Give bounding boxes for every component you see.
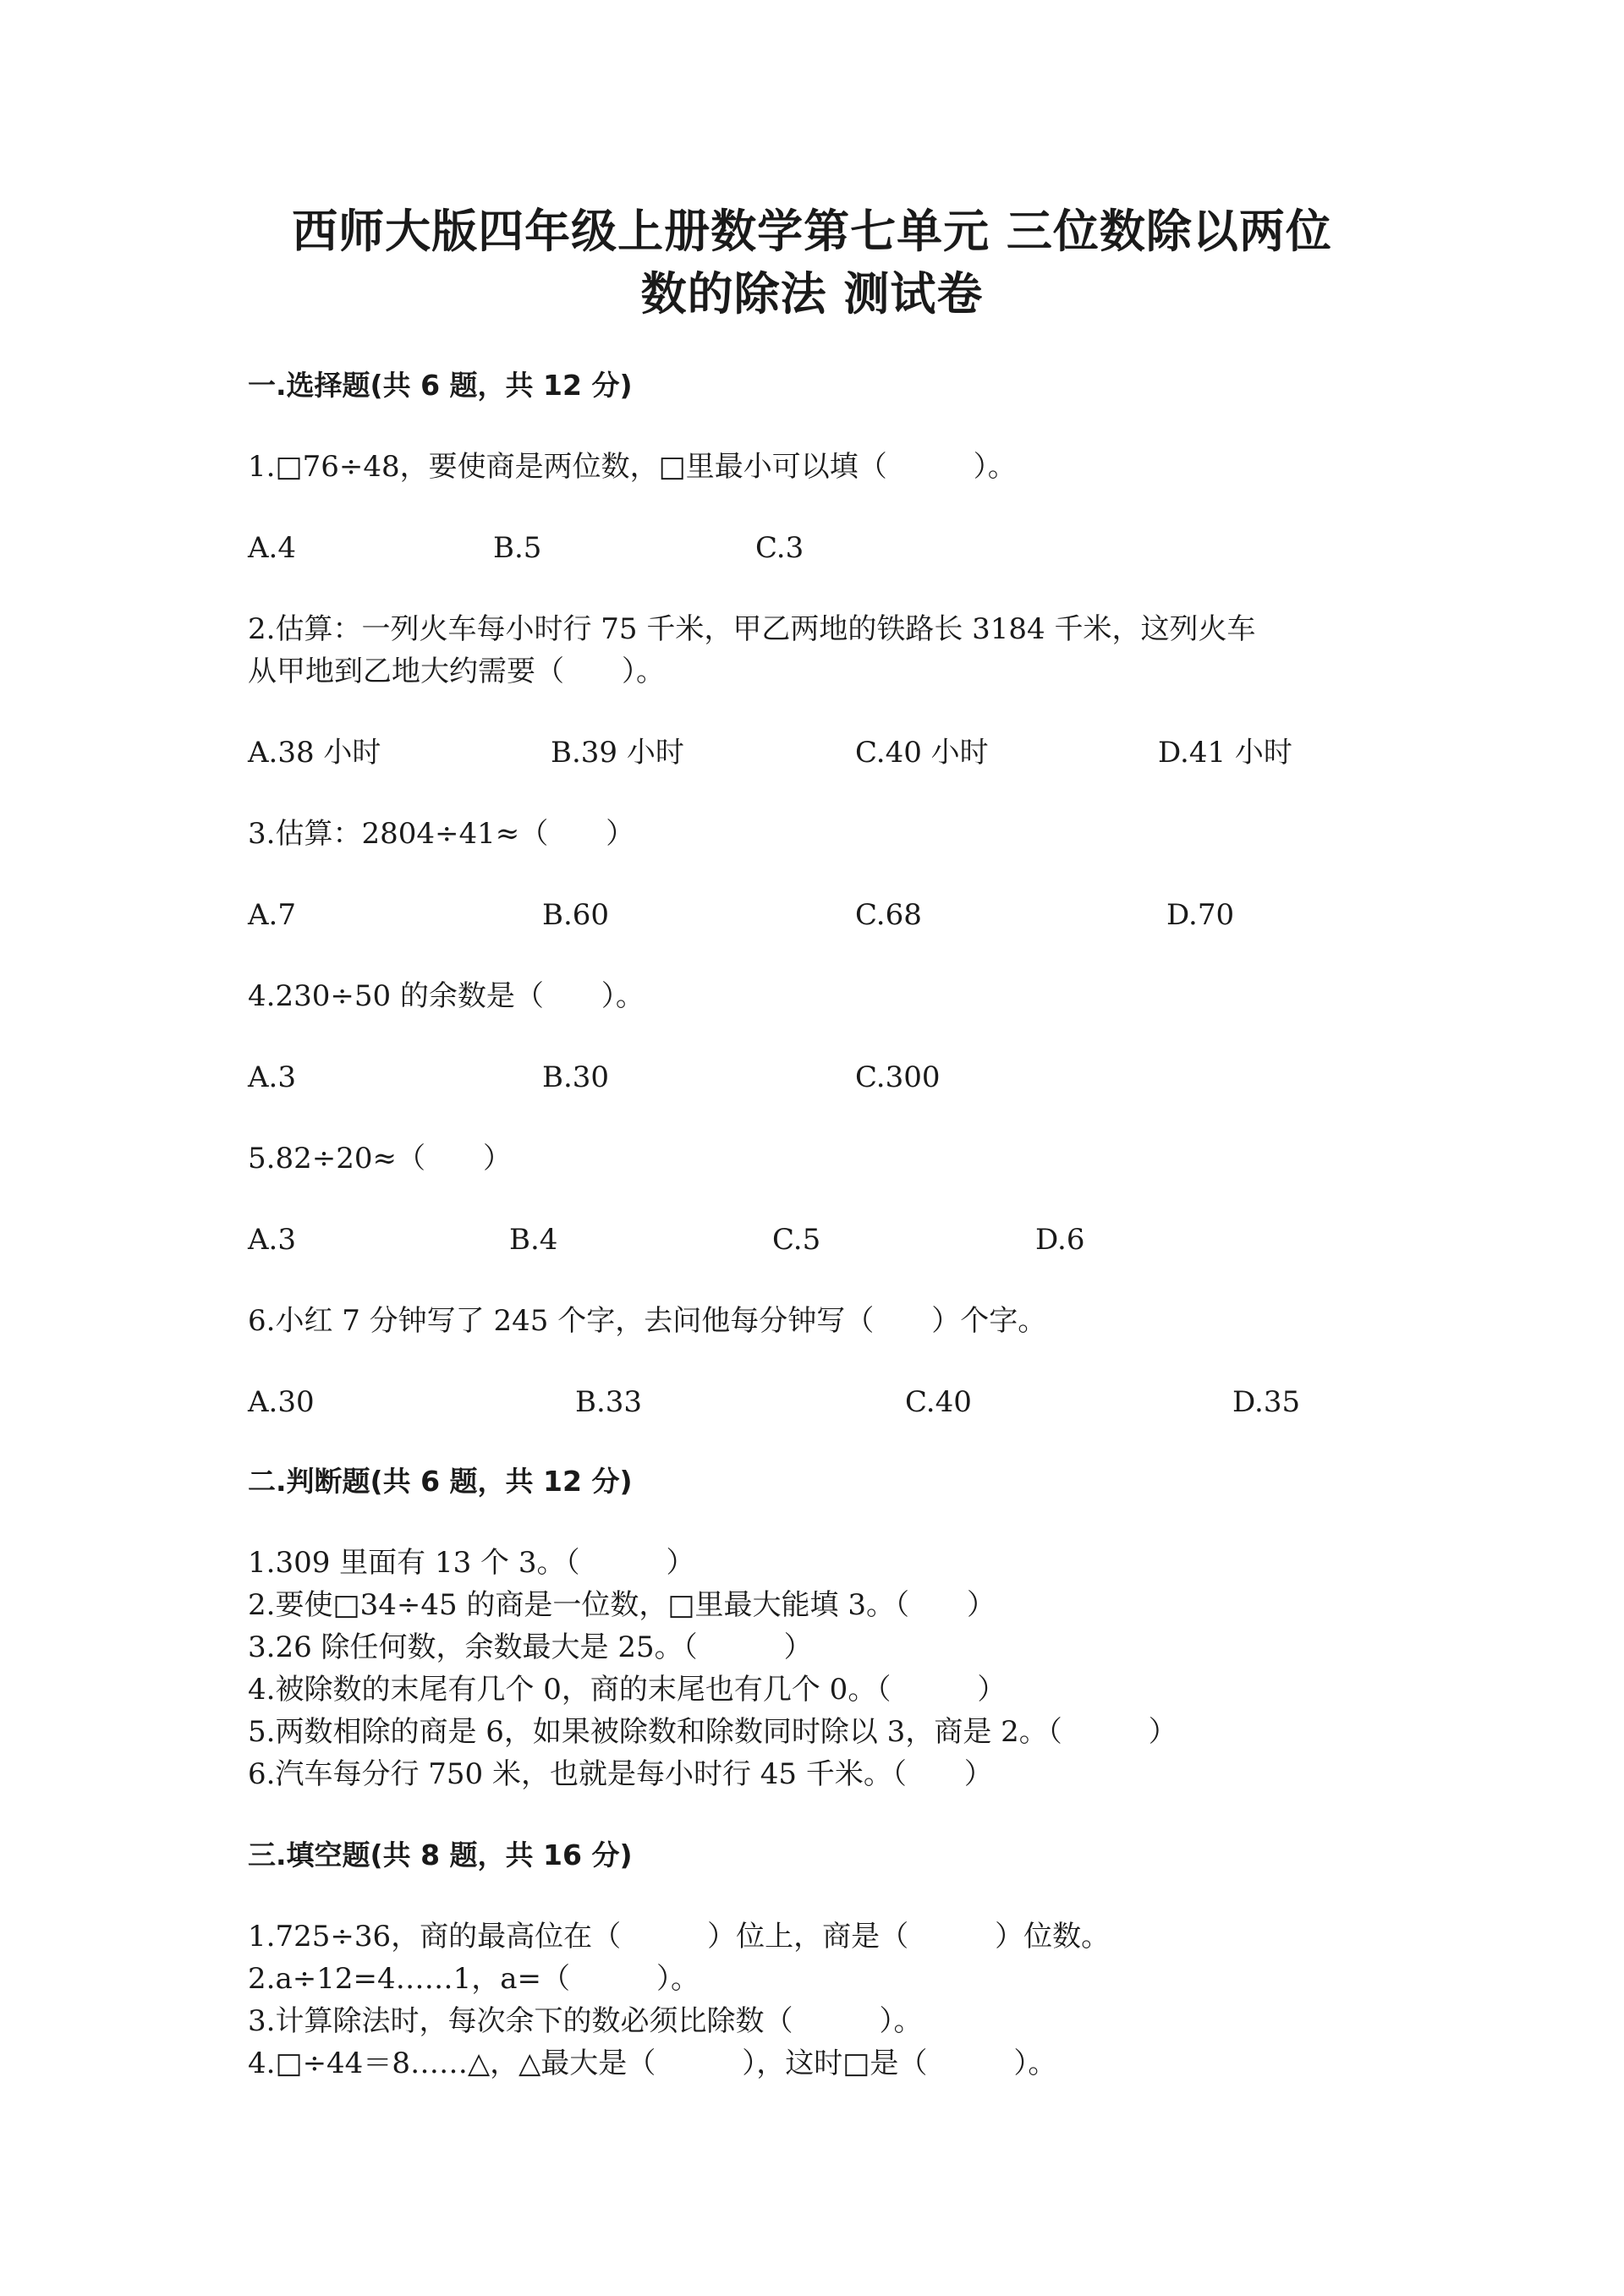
- q2-option-b: B.39 小时: [551, 736, 684, 770]
- q5-option-c: C.5: [772, 1223, 821, 1257]
- q6-option-c: C.40: [905, 1385, 972, 1419]
- section-heading-choice: 一.选择题(共 6 题，共 12 分): [248, 369, 633, 402]
- judge-item-2: 2.要使□34÷45 的商是一位数，□里最大能填 3。（ ）: [248, 1588, 996, 1622]
- judge-item-4: 4.被除数的末尾有几个 0，商的末尾也有几个 0。（ ）: [248, 1673, 1007, 1707]
- question-2-line-2: 从甲地到乙地大约需要（ ）。: [248, 655, 665, 688]
- q6-option-a: A.30: [248, 1385, 315, 1419]
- q5-option-b: B.4: [509, 1223, 558, 1257]
- fill-item-4: 4.□÷44＝8……△，△最大是（ ），这时□是（ ）。: [248, 2047, 1057, 2080]
- q1-option-b: B.5: [493, 531, 542, 565]
- q3-option-d: D.70: [1166, 898, 1235, 932]
- q4-option-c: C.300: [855, 1060, 941, 1094]
- question-5: 5.82÷20≈（ ）: [248, 1142, 512, 1175]
- question-2-line-1: 2.估算：一列火车每小时行 75 千米，甲乙两地的铁路长 3184 千米，这列火车: [248, 612, 1256, 646]
- q1-option-c: C.3: [755, 531, 804, 565]
- fill-item-3: 3.计算除法时，每次余下的数必须比除数（ ）。: [248, 2004, 923, 2038]
- section-heading-fill: 三.填空题(共 8 题，共 16 分): [248, 1838, 633, 1871]
- q6-option-b: B.33: [575, 1385, 643, 1419]
- q5-option-d: D.6: [1035, 1223, 1085, 1257]
- q3-option-c: C.68: [855, 898, 922, 932]
- q1-option-a: A.4: [248, 531, 296, 565]
- judge-item-6: 6.汽车每分行 750 米，也就是每小时行 45 千米。（ ）: [248, 1757, 993, 1791]
- q4-option-a: A.3: [248, 1060, 296, 1094]
- q5-option-a: A.3: [248, 1223, 296, 1257]
- fill-item-2: 2.a÷12=4……1，a=（ ）。: [248, 1962, 700, 1996]
- question-4: 4.230÷50 的余数是（ ）。: [248, 979, 645, 1013]
- q2-option-d: D.41 小时: [1158, 736, 1292, 770]
- q3-option-b: B.60: [542, 898, 610, 932]
- question-3: 3.估算：2804÷41≈（ ）: [248, 817, 635, 851]
- page-title-line-2: 数的除法 测试卷: [640, 267, 984, 321]
- fill-item-1: 1.725÷36，商的最高位在（ ）位上，商是（ ）位数。: [248, 1920, 1111, 1954]
- page-title-line-1: 西师大版四年级上册数学第七单元 三位数除以两位: [292, 205, 1332, 258]
- question-1: 1.□76÷48，要使商是两位数，□里最小可以填（ ）。: [248, 450, 1017, 484]
- judge-item-5: 5.两数相除的商是 6，如果被除数和除数同时除以 3，商是 2。（ ）: [248, 1715, 1177, 1749]
- judge-item-1: 1.309 里面有 13 个 3。（ ）: [248, 1546, 695, 1580]
- q2-option-c: C.40 小时: [855, 736, 989, 770]
- q4-option-b: B.30: [542, 1060, 610, 1094]
- q3-option-a: A.7: [248, 898, 296, 932]
- q6-option-d: D.35: [1232, 1385, 1301, 1419]
- q2-option-a: A.38 小时: [248, 736, 381, 770]
- question-6: 6.小红 7 分钟写了 245 个字，去问他每分钟写（ ）个字。: [248, 1304, 1047, 1338]
- judge-item-3: 3.26 除任何数，余数最大是 25。（ ）: [248, 1630, 813, 1664]
- section-heading-judge: 二.判断题(共 6 题，共 12 分): [248, 1465, 633, 1498]
